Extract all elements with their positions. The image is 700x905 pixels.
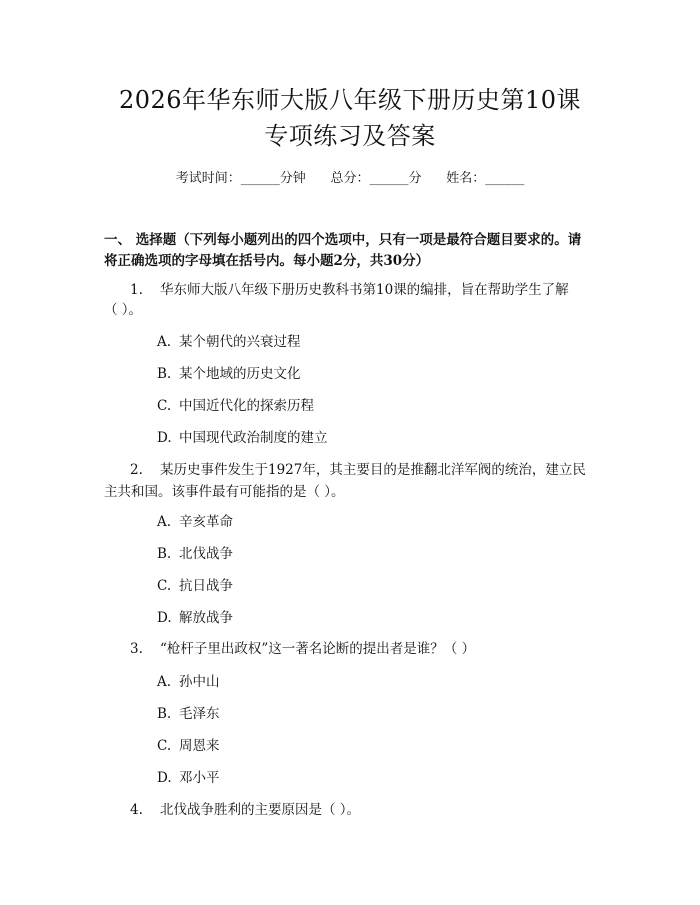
option-letter: B. — [157, 546, 172, 562]
question-text: “枪杆子里出政权”这一著名论断的提出者是谁？（ ） — [160, 641, 476, 657]
section-heading-line1: 一、 选择题（下列每小题列出的四个选项中，只有一项是最符合题目要求的。请 — [104, 232, 582, 248]
option-letter: C. — [157, 398, 172, 414]
option-q1-c — [157, 397, 314, 415]
option-text: 邓小平 — [179, 770, 220, 786]
option-q2-b — [157, 545, 233, 563]
option-text: 北伐战争 — [179, 546, 233, 562]
option-letter: A. — [157, 674, 172, 690]
question-1-line2: （ ）。 — [104, 302, 143, 318]
option-text: 辛亥革命 — [179, 514, 233, 530]
question-1-line1 — [130, 280, 600, 300]
question-2-line1 — [130, 460, 600, 480]
option-text: 周恩来 — [179, 738, 220, 754]
question-text: 某历史事件发生于1927年，其主要目的是推翻北洋军阀的统治，建立民 — [160, 462, 586, 478]
option-text: 抗日战争 — [179, 578, 233, 594]
option-text: 某个地域的历史文化 — [179, 366, 301, 382]
page-title-line2: 专项练习及答案 — [264, 122, 436, 150]
question-4-line1 — [130, 800, 600, 820]
question-2-line2: 主共和国。该事件最有可能指的是（ ）。 — [104, 484, 345, 500]
option-text: 中国现代政治制度的建立 — [179, 430, 328, 446]
option-letter: B. — [157, 706, 172, 722]
question-text: 北伐战争胜利的主要原因是（ ）。 — [160, 802, 361, 818]
option-q2-a — [157, 513, 233, 531]
option-q1-a — [157, 333, 301, 351]
option-q3-a — [157, 673, 220, 691]
option-text: 中国近代化的探索历程 — [179, 398, 314, 414]
option-letter: D. — [157, 430, 172, 446]
option-letter: A. — [157, 334, 172, 350]
option-text: 某个朝代的兴衰过程 — [179, 334, 301, 350]
option-text: 孙中山 — [179, 674, 220, 690]
question-text: 华东师大版八年级下册历史教科书第10课的编排，旨在帮助学生了解 — [160, 282, 569, 298]
option-letter: A. — [157, 514, 172, 530]
option-q3-d — [157, 769, 220, 787]
option-letter: C. — [157, 578, 172, 594]
exam-meta-info: 考试时间：______分钟 总分：______分 姓名：______ — [175, 171, 525, 186]
option-q2-c — [157, 577, 233, 595]
option-q3-b — [157, 705, 220, 723]
question-number: 1. — [130, 282, 143, 298]
option-text: 毛泽东 — [179, 706, 220, 722]
option-q1-d — [157, 429, 328, 447]
option-letter: D. — [157, 610, 172, 626]
option-letter: B. — [157, 366, 172, 382]
question-number: 2. — [130, 462, 143, 478]
question-3-line1 — [130, 639, 600, 659]
option-letter: C. — [157, 738, 172, 754]
option-q1-b — [157, 365, 301, 383]
question-number: 4. — [130, 802, 143, 818]
page-title-line1: 2026年华东师大版八年级下册历史第10课 — [118, 86, 582, 114]
option-q3-c — [157, 737, 220, 755]
option-q2-d — [157, 609, 233, 627]
question-number: 3. — [130, 641, 143, 657]
option-text: 解放战争 — [179, 610, 233, 626]
section-heading-line2: 将正确选项的字母填在括号内。每小题2分，共30分） — [104, 253, 430, 269]
option-letter: D. — [157, 770, 172, 786]
